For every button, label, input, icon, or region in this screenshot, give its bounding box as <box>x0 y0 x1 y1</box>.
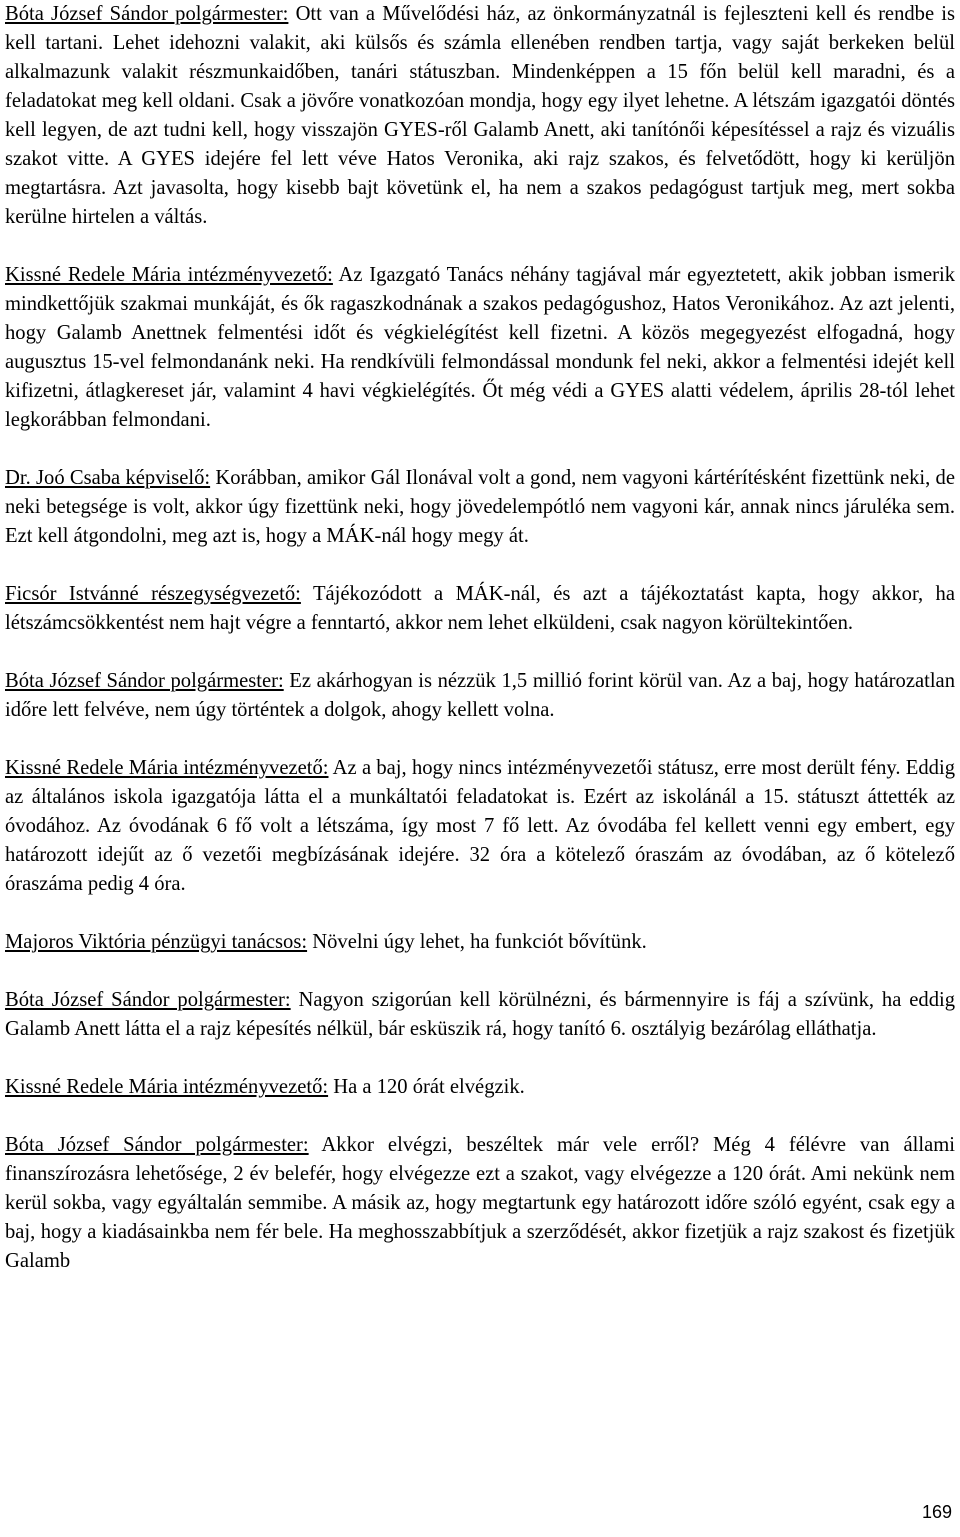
speaker-name: Majoros Viktória pénzügyi tanácsos: <box>5 931 308 953</box>
paragraph-4 <box>5 580 955 638</box>
speaker-name: Dr. Joó Csaba képviselő: <box>5 467 211 489</box>
speaker-name: Bóta József Sándor polgármester: <box>5 3 289 25</box>
document-page <box>5 0 955 1305</box>
speaker-name: Kissné Redele Mária intézményvezető: <box>5 757 329 779</box>
page-number: 169 <box>921 1502 952 1522</box>
paragraph-text: Az a baj, hogy nincs intézményvezetői státusz, erre most derült fény. Eddig az általános iskola igazgatója látta el a munkáltatói feladatokat is. Ezért az iskolánál a 15. státuszt áttették az óvodához. Az óvodának 6 fő volt a létszáma, így most 7 fő lett. Az óvodába fel kellett venni egy embert, egy határozott idejűt az ő vezetői megbízásának idejére. 32 óra a kötelező óraszám az óvodában, az ő kötelező óraszáma pedig 4 óra. <box>5 757 955 895</box>
paragraph-text: Akkor elvégzi, beszéltek már vele erről? Még 4 félévre van állami finanszírozásra lehetősége, 2 év belefér, hogy elvégezze ezt a szakot, vagy elvégezze a 120 órát. Ami nekünk nem kerül sokba, vagy egyáltalán semmibe. A másik az, hogy megtartunk egy határozott időre szóló egyént, csak egy a baj, hogy a kiadásainkba nem fér bele. Ha meghosszabbítjuk a szerződését, akkor fizetjük a rajz szakost és fizetjük Galamb <box>5 1134 955 1272</box>
speaker-name: Bóta József Sándor polgármester: <box>5 989 291 1011</box>
paragraph-1 <box>5 0 955 232</box>
paragraph-8 <box>5 986 955 1044</box>
paragraph-6 <box>5 754 955 899</box>
paragraph-text: Nagyon szigorúan kell körülnézni, és bármennyire is fáj a szívünk, ha eddig Galamb Anett látta el a rajz képesítés nélkül, bár esküszik rá, hogy tanító 6. osztályig bezárólag elláthatja. <box>5 989 956 1040</box>
paragraph-text: Ott van a Művelődési ház, az önkormányzatnál is fejleszteni kell és rendbe is kell tartani. Lehet idehozni valakit, aki külsős és számla ellenében rendben tartja, vagy saját berkeken belül alkalmazunk valakit részmunkaidőben, tanári státuszban. Mindenképpen a 15 főn belül kell maradni, és a feladatokat meg kell oldani. Csak a jövőre vonatkozóan mondja, hogy egy ilyet lehetne. A létszám igazgatói döntés kell legyen, de azt tudni kell, hogy visszajön GYES-ről Galamb Anett, aki tanítónői képesítéssel a rajz és vizuális szakot vitte. A GYES idejére fel lett véve Hatos Veronika, aki rajz szakos, és felvetődött, hogy ki kerüljön megtartásra. Azt javasolta, hogy kisebb bajt követünk el, ha nem a szakos pedagógust tartjuk meg, mert sokba kerülne hirtelen a váltás. <box>5 3 955 228</box>
paragraph-9 <box>5 1073 955 1102</box>
paragraph-10 <box>5 1131 955 1276</box>
paragraph-7 <box>5 928 955 957</box>
paragraph-text: Növelni úgy lehet, ha funkciót bővítünk. <box>307 931 647 953</box>
paragraph-text: Ha a 120 órát elvégzik. <box>328 1076 525 1098</box>
paragraph-3 <box>5 464 955 551</box>
paragraph-text: Tájékozódott a MÁK-nál, és azt a tájékoztatást kapta, hogy akkor, ha létszámcsökkentést nem hajt végre a fenntartó, akkor nem lehet elküldeni, csak nagyon körültekintően. <box>5 583 955 634</box>
speaker-name: Ficsór Istvánné részegységvezető: <box>5 583 301 605</box>
paragraph-text: Korábban, amikor Gál Ilonával volt a gond, nem vagyoni kártérítésként fizettünk neki, de neki betegsége is volt, akkor úgy fizettünk neki, hogy jövedelempótló nem vagyoni kár, annak nincs járuléka sem. Ezt kell átgondolni, meg azt is, hogy a MÁK-nál hogy megy át. <box>5 467 955 547</box>
speaker-name: Kissné Redele Mária intézményvezető: <box>5 264 333 286</box>
paragraph-2 <box>5 261 955 435</box>
speaker-name: Bóta József Sándor polgármester: <box>5 1134 309 1156</box>
speaker-name: Kissné Redele Mária intézményvezető: <box>5 1076 329 1098</box>
paragraph-text: Az Igazgató Tanács néhány tagjával már egyeztetett, akik jobban ismerik mindkettőjük szakmai munkáját, és ők ragaszkodnának a szakos pedagógushoz, Hatos Veronikához. Az azt jelenti, hogy Galamb Anettnek felmentési időt és végkielégítést kell fizetni. A közös megegyezést elfogadná, hogy augusztus 15-vel felmondanánk neki. Ha rendkívüli felmondással mondunk fel neki, akkor a felmentési idejét kell kifizetni, átlagkereset jár, valamint 4 havi végkielégítés. Őt még védi a GYES alatti védelem, április 28-tól lehet legkorábban felmondani. <box>5 264 955 431</box>
paragraph-text: Ez akárhogyan is nézzük 1,5 millió forint körül van. Az a baj, hogy határozatlan időre lett felvéve, nem úgy történtek a dolgok, ahogy kellett volna. <box>5 670 955 721</box>
paragraph-5 <box>5 667 955 725</box>
speaker-name: Bóta József Sándor polgármester: <box>5 670 284 692</box>
